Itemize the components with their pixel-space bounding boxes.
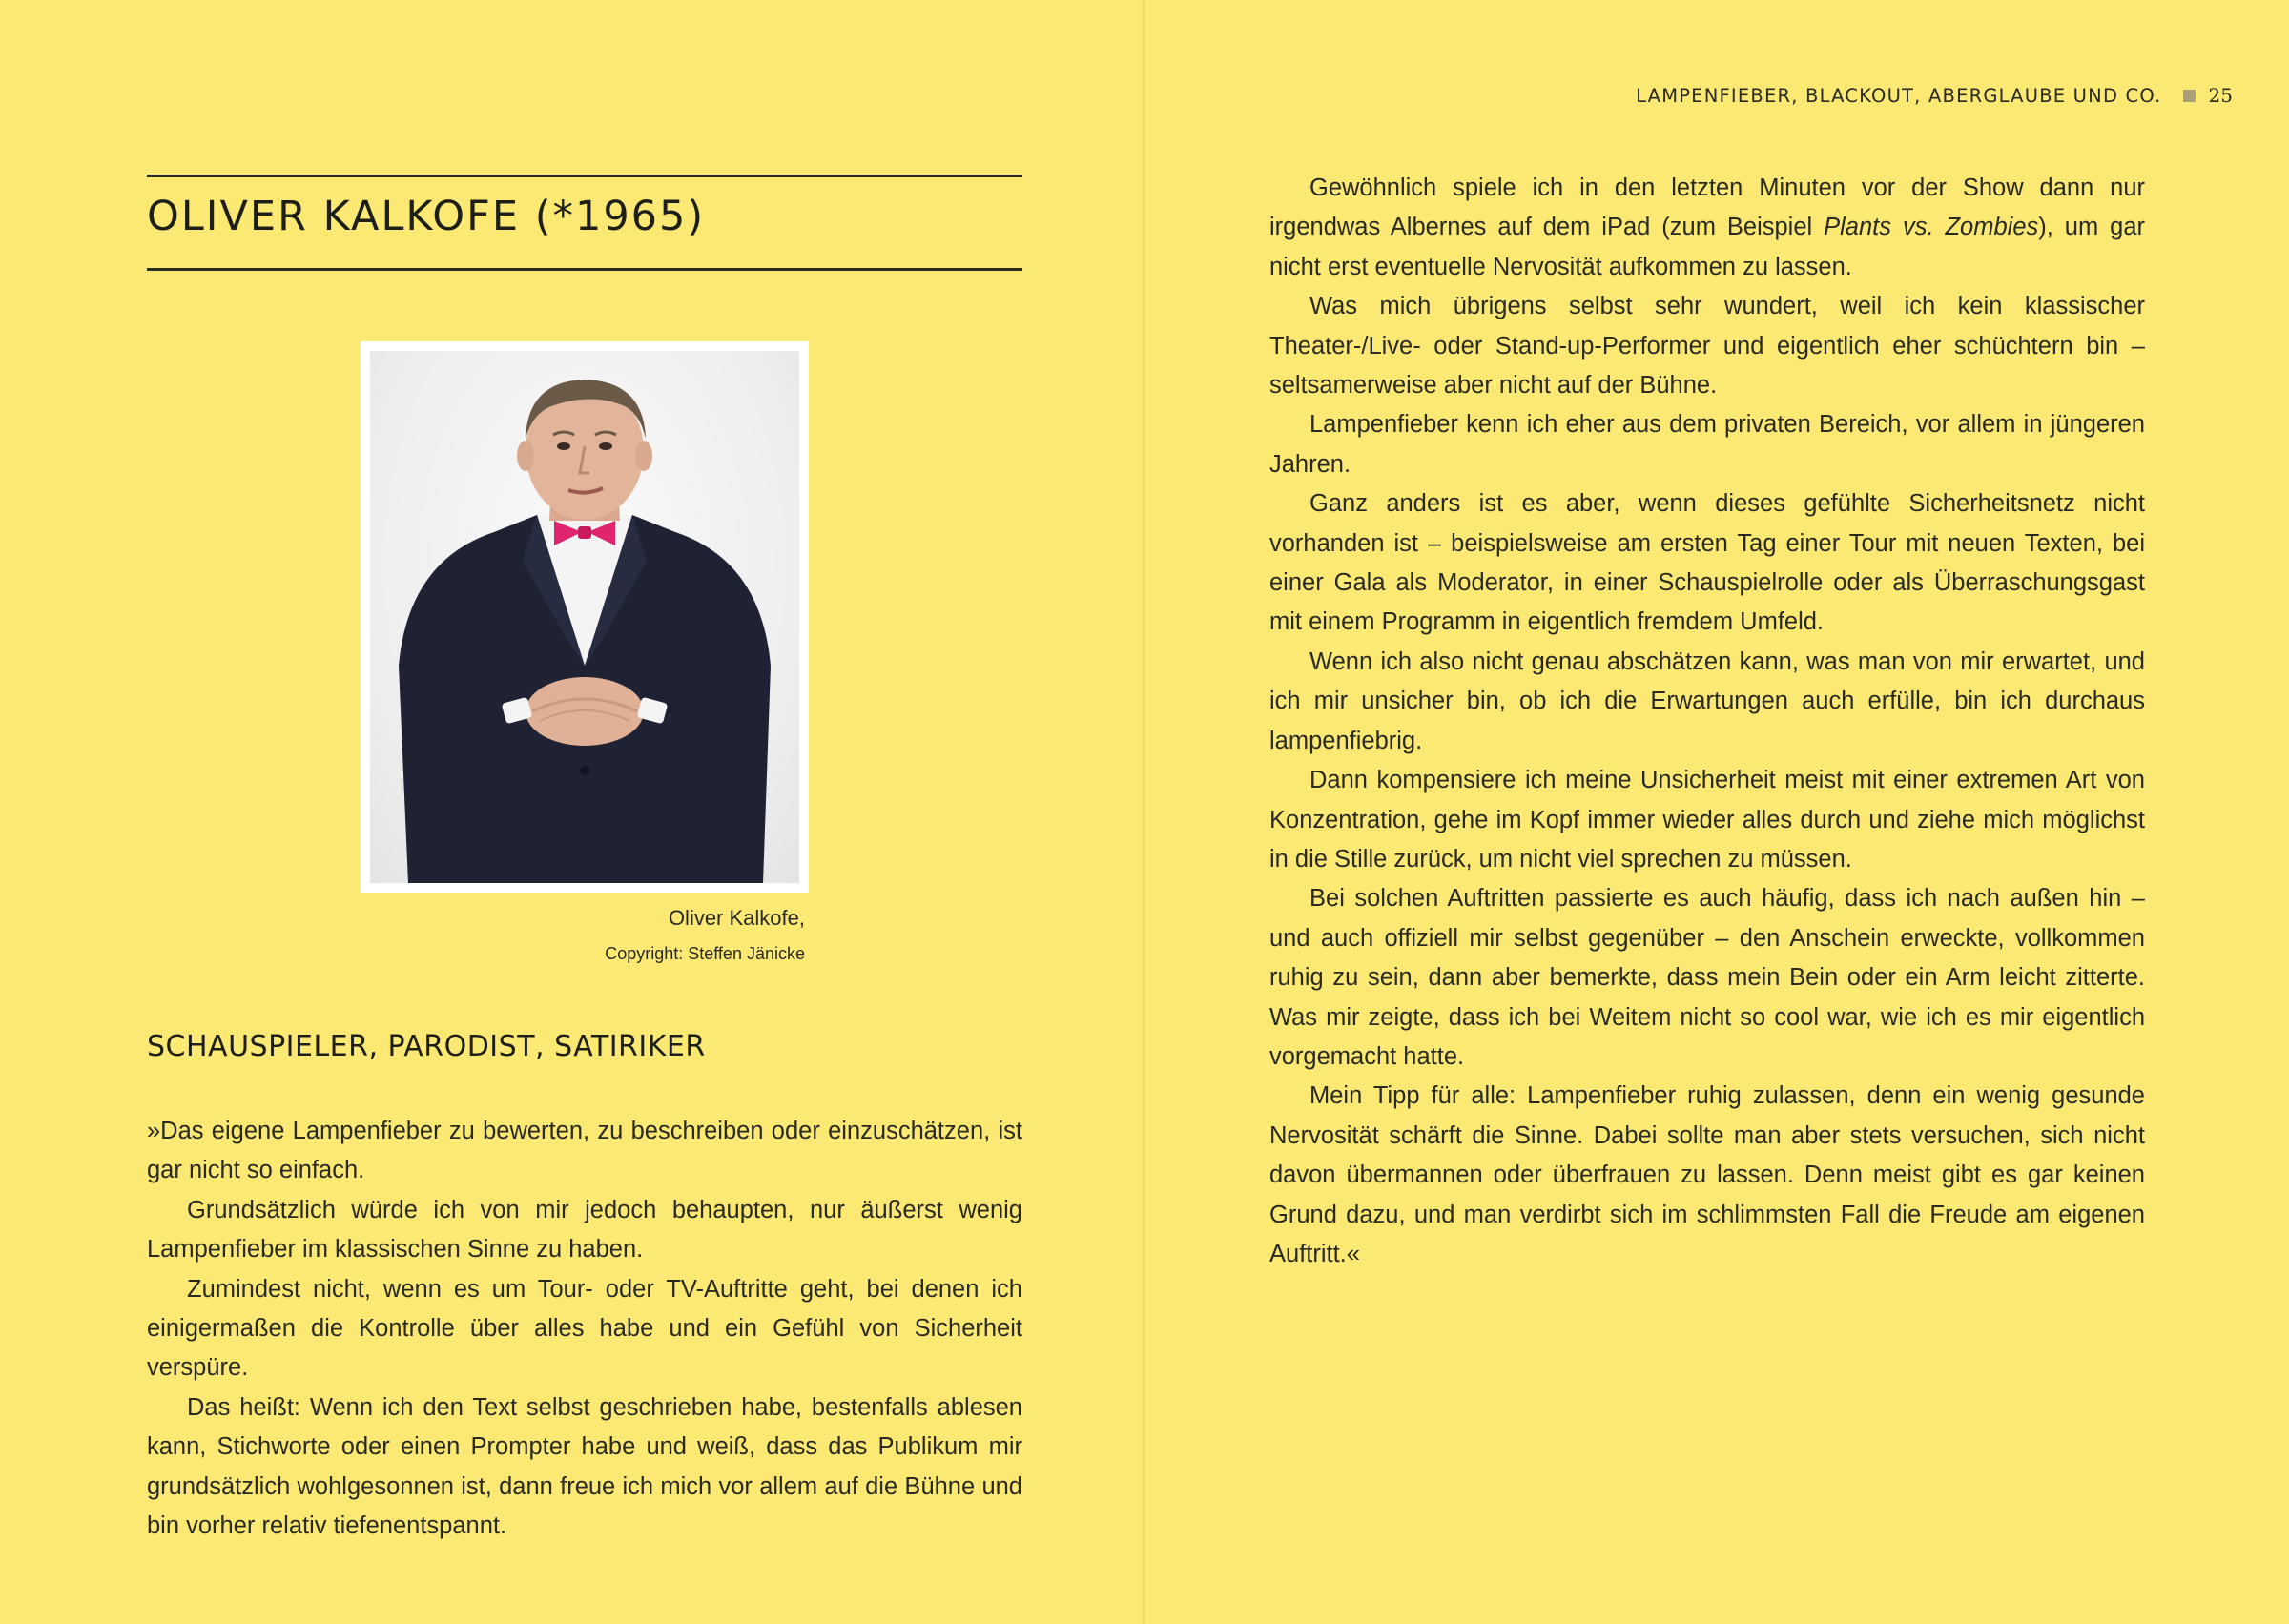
- paragraph: Was mich übrigens selbst sehr wundert, weil ich kein klassischer Theater-/Live- oder Stand-up-Performer und eigentlich eher schüchtern bin – seltsamerweise aber nicht auf der Bühne.: [1269, 293, 2145, 400]
- paragraph-text: ), um gar nicht erst eventuelle Nervosität aufkommen zu lassen.: [1269, 214, 2145, 280]
- title-rule-top: [147, 175, 1022, 177]
- game-title-italic: Plants vs. Zombies: [1824, 214, 2039, 241]
- paragraph: Das heißt: Wenn ich den Text selbst geschrieben habe, bestenfalls ablesen kann, Stichworte oder einen Prompter habe und weiß, dass das Publikum mir grundsätzlich wohlgesonnen ist, dann freue ich mich vor allem auf die Bühne und bin vorher relativ tiefenentspannt.: [147, 1393, 1022, 1540]
- section-heading: SCHAUSPIELER, PARODIST, SATIRIKER: [147, 1030, 706, 1063]
- portrait-photo: [370, 351, 799, 883]
- paragraph: Dann kompensiere ich meine Unsicherheit meist mit einer extremen Art von Konzentration, gehe im Kopf immer wieder alles durch und ziehe mich möglichst in die Stille zurück, um nicht viel sprechen zu müssen.: [1269, 767, 2145, 873]
- photo-caption-copyright: Copyright: Steffen Jänicke: [605, 944, 805, 963]
- running-header: [1374, 84, 2233, 107]
- right-body-text: [1269, 169, 2145, 1274]
- portrait-illustration: [370, 351, 799, 883]
- paragraph: Bei solchen Auftritten passierte es auch häufig, dass ich nach außen hin – und auch offiziell mir selbst gegenüber – den Anschein erweckte, vollkommen ruhig zu sein, dann aber bemerkte, dass mein Bein oder ein Arm leicht zitterte. Was mir zeigte, dass ich bei Weitem nicht so cool war, wie ich es mir eigentlich vorgemacht hatte.: [1269, 885, 2145, 1070]
- paragraph: Lampenfieber kenn ich eher aus dem privaten Bereich, vor allem in jüngeren Jahren.: [1269, 411, 2145, 478]
- title-rule-bottom: [147, 268, 1022, 271]
- left-page: [0, 0, 1143, 1624]
- page-number: 25: [2208, 84, 2233, 107]
- paragraph: Grundsätzlich würde ich von mir jedoch behaupten, nur äußerst wenig Lampenfieber im klassischen Sinne zu haben.: [147, 1196, 1022, 1264]
- paragraph: Mein Tipp für alle: Lampenfieber ruhig zulassen, denn ein wenig gesunde Nervosität schärft die Sinne. Dabei sollte man aber stets versuchen, sich nicht davon übermannen oder überfrauen zu lassen. Denn meist gibt es gar keinen Grund dazu, und man verdirbt sich im schlimmsten Fall die Freude am eigenen Auftritt.«: [1269, 1082, 2145, 1267]
- paragraph: »Das eigene Lampenfieber zu bewerten, zu beschreiben oder einzuschätzen, ist gar nicht so einfach.: [147, 1118, 1022, 1184]
- square-separator-icon: [2183, 90, 2196, 102]
- running-header-title: LAMPENFIEBER, BLACKOUT, ABERGLAUBE UND CO.: [1636, 85, 2162, 107]
- portrait-photo-frame: [361, 341, 809, 893]
- paragraph: [1269, 169, 2145, 287]
- left-body-text: [147, 1112, 1022, 1546]
- paragraph-text: Gewöhnlich spiele ich in den letzten Minuten vor der Show dann nur irgendwas Albernes auf dem iPad (zum Beispiel: [1269, 175, 2145, 241]
- paragraph: Zumindest nicht, wenn es um Tour- oder TV-Auftritte geht, bei denen ich einigermaßen die Kontrolle über alles habe und ein Gefühl von Sicherheit verspüre.: [147, 1275, 1022, 1382]
- paragraph: Wenn ich also nicht genau abschätzen kann, was man von mir erwartet, und ich mir unsicher bin, ob ich die Erwartungen auch erfülle, bin ich durchaus lampenfiebrig.: [1269, 648, 2145, 754]
- paragraph: Ganz anders ist es aber, wenn dieses gefühlte Sicherheitsnetz nicht vorhanden ist – beispielsweise am ersten Tag einer Tour mit neuen Texten, bei einer Gala als Moderator, in einer Schauspielrolle oder als Überraschungsgast mit einem Programm in eigentlich fremdem Umfeld.: [1269, 490, 2145, 636]
- chapter-title: OLIVER KALKOFE (*1965): [147, 193, 706, 240]
- right-page: [1145, 0, 2289, 1624]
- photo-caption-name: Oliver Kalkofe,: [668, 906, 805, 930]
